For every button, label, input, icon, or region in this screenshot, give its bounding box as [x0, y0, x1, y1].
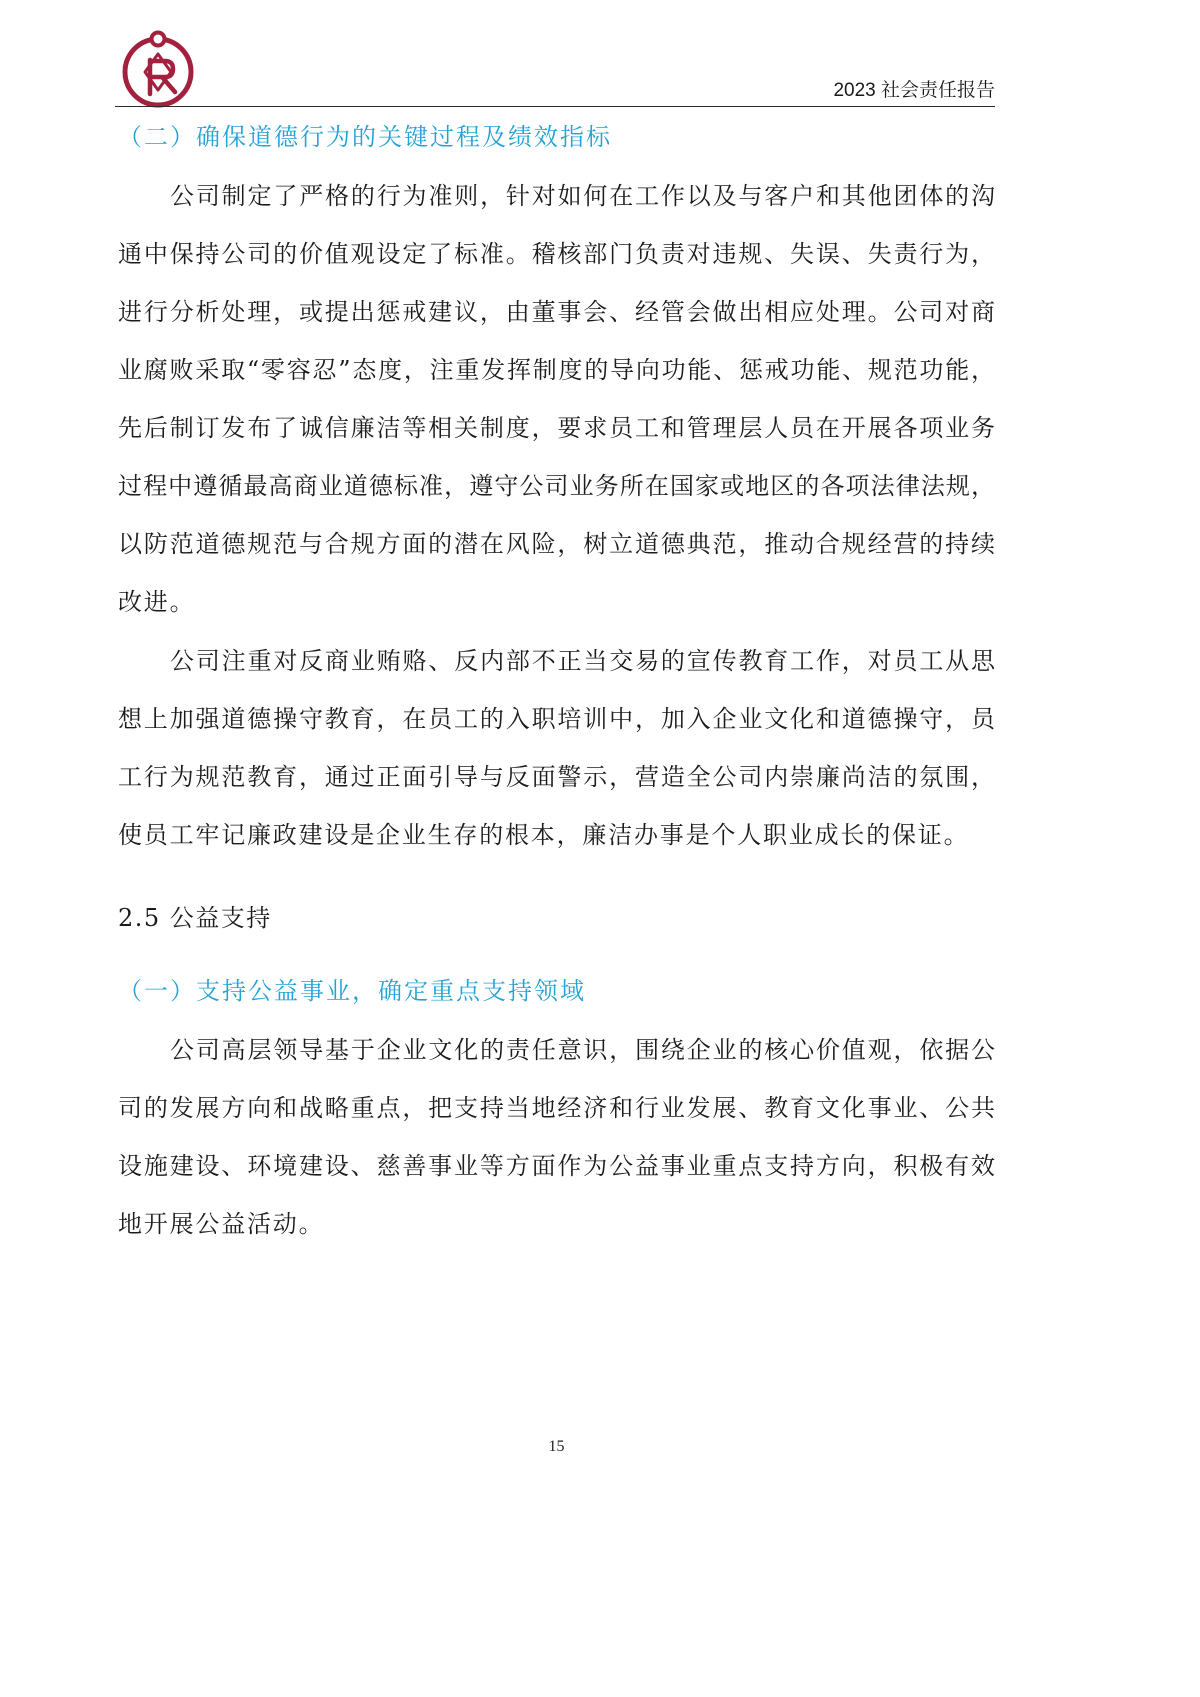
ethics-section-heading: （二）确保道德行为的关键过程及绩效指标	[118, 123, 612, 151]
paragraph-line: 过程中遵循最高商业道德标准，遵守公司业务所在国家或地区的各项法律法规，	[118, 472, 995, 500]
paragraph-line: 设施建设、环境建设、慈善事业等方面作为公益事业重点支持方向，积极有效	[118, 1152, 995, 1180]
paragraph-line: 公司高层领导基于企业文化的责任意识，围绕企业的核心价值观，依据公	[170, 1036, 995, 1064]
ethics-paragraph-2	[118, 632, 995, 864]
report-title: 2023 社会责任报告	[833, 80, 995, 101]
logo-glyph	[150, 60, 175, 94]
paragraph-line: 以防范道德规范与合规方面的潜在风险，树立道德典范，推动合规经营的持续	[118, 530, 995, 558]
public-welfare-subheading: （一）支持公益事业，确定重点支持领域	[118, 977, 586, 1005]
paragraph-line: 司的发展方向和战略重点，把支持当地经济和行业发展、教育文化事业、公共	[118, 1094, 995, 1122]
paragraph-line: 地开展公益活动。	[118, 1210, 325, 1238]
paragraph-line: 公司注重对反商业贿赂、反内部不正当交易的宣传教育工作，对员工从思	[170, 647, 995, 675]
paragraph-line: 改进。	[118, 588, 196, 616]
header-divider	[115, 106, 995, 107]
ethics-paragraph-1	[118, 167, 995, 631]
paragraph-line: 业腐败采取“零容忍”态度，注重发挥制度的导向功能、惩戒功能、规范功能，	[118, 356, 995, 384]
paragraph-line: 想上加强道德操守教育，在员工的入职培训中，加入企业文化和道德操守，员	[118, 705, 995, 733]
company-logo-icon	[120, 30, 196, 108]
paragraph-line: 通中保持公司的价值观设定了标准。稽核部门负责对违规、失误、失责行为，	[118, 240, 995, 268]
paragraph-line: 先后制订发布了诚信廉洁等相关制度，要求员工和管理层人员在开展各项业务	[118, 414, 995, 442]
logo-ring	[125, 39, 191, 105]
paragraph-line: 进行分析处理，或提出惩戒建议，由董事会、经管会做出相应处理。公司对商	[118, 298, 995, 326]
section-title: 2.5 公益支持	[118, 904, 272, 932]
page-number: 15	[548, 1438, 565, 1455]
paragraph-line: 使员工牢记廉政建设是企业生存的根本，廉洁办事是个人职业成长的保证。	[118, 821, 970, 849]
logo-top-dot	[152, 33, 165, 46]
paragraph-line: 公司制定了严格的行为准则，针对如何在工作以及与客户和其他团体的沟	[170, 182, 995, 210]
paragraph-line: 工行为规范教育，通过正面引导与反面警示，营造全公司内崇廉尚洁的氛围，	[118, 763, 995, 791]
public-welfare-paragraph-1	[118, 1021, 995, 1253]
